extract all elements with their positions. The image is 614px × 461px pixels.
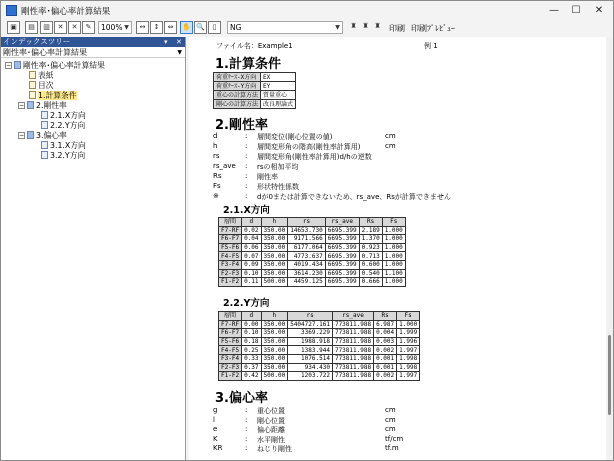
definition-unit: cm [385, 132, 396, 140]
column-header: h [261, 218, 288, 227]
definition-sym: h [213, 142, 218, 150]
definition-sep: : [245, 142, 248, 150]
table-row [219, 235, 406, 244]
fit-width-icon[interactable]: ↔ [136, 21, 149, 34]
table-cell: 6177.064 [288, 243, 326, 252]
definition-sym: g [213, 406, 218, 414]
table-cell: 350.00 [261, 269, 288, 278]
tree-node-label: 剛性率･偏心率計算結果 [23, 61, 105, 70]
table-cell: 0.02 [242, 226, 261, 235]
table-cell: 6695.399 [325, 252, 359, 261]
fit-page-icon[interactable]: ⇔ [164, 21, 177, 34]
table-cell: 4019.434 [288, 260, 326, 269]
story-label: F6-F7 [219, 329, 242, 338]
tree-node-conditions[interactable] [29, 91, 77, 101]
table-cell: 0.002 [374, 372, 397, 381]
tree-selector[interactable] [1, 47, 185, 58]
tree-node-label: 3.偏心率 [36, 131, 67, 140]
table-row [219, 252, 406, 261]
book-icon [27, 131, 34, 139]
tree-node-cover[interactable] [29, 71, 54, 81]
definition-desc: 剛心位置 [257, 416, 285, 425]
hand-tool-icon[interactable]: ✋ [180, 21, 193, 34]
cond-key: 荷重ｹｰｽ-X方向 [214, 73, 261, 82]
export-excel2-icon[interactable]: ✕ [68, 21, 81, 34]
table-cell: 1988.918 [288, 337, 333, 346]
definition-sep: : [245, 132, 248, 140]
column-header: rs_ave [332, 312, 373, 321]
vertical-scrollbar[interactable] [607, 37, 613, 460]
page-icon [29, 71, 36, 79]
cond-value: 質量重心 [261, 91, 296, 100]
fit-height-icon[interactable]: ↕ [150, 21, 163, 34]
table-cell: 773811.988 [332, 354, 373, 363]
table-row [214, 91, 296, 100]
save-icon[interactable]: ▤ [25, 21, 38, 34]
table-row [219, 337, 420, 346]
column-header: rs [288, 312, 333, 321]
table-cell: 350.00 [261, 252, 288, 261]
table-cell: 5404727.161 [288, 320, 333, 329]
table-cell: 350.00 [261, 226, 288, 235]
column-header: h [261, 312, 288, 321]
section-title-stiffness: 2.剛性率 [215, 118, 268, 133]
table-row [219, 269, 406, 278]
cond-key: 荷重ｹｰｽ-Y方向 [214, 82, 261, 91]
definition-desc: 層間変形角(剛性率計算用)d/hの逆数 [257, 153, 372, 161]
column-header: Fs [397, 312, 420, 321]
story-label: F5-F6 [219, 243, 242, 252]
page-icon [41, 141, 48, 149]
export-icon[interactable]: ▥ [40, 21, 53, 34]
story-label: F3-F4 [219, 354, 242, 363]
column-header: Fs [382, 218, 405, 227]
collapse-icon[interactable]: − [19, 132, 25, 139]
example-label: 例 1 [424, 42, 438, 50]
story-label: F7-RF [219, 226, 242, 235]
table-cell: 1.100 [382, 269, 405, 278]
table-cell: 0.04 [242, 235, 261, 244]
definition-unit: cm [385, 142, 396, 150]
definition-sym: ※ [213, 192, 219, 200]
definition-desc: 剛性率 [257, 173, 278, 181]
definition-sep: : [245, 406, 248, 414]
definition-sep: : [245, 434, 248, 443]
minimize-button[interactable]: — [549, 5, 559, 16]
table-cell: 1.000 [382, 278, 405, 287]
tree-node-stiffness[interactable] [18, 101, 67, 111]
definition-desc: 重心位置 [257, 407, 285, 415]
table-cell: 350.00 [261, 329, 288, 338]
chevron-down-icon: ▼ [335, 24, 340, 31]
definition-sep: : [245, 172, 248, 180]
story-label: F2-F3 [219, 363, 242, 372]
table-cell: 0.10 [242, 329, 261, 338]
definition-unit: cm [385, 425, 396, 433]
definition-sym: Fs [213, 182, 221, 190]
table-row [219, 346, 420, 355]
column-header: Rs [374, 312, 397, 321]
table-cell: 500.00 [261, 372, 288, 381]
column-header: 層間 [219, 312, 242, 321]
definition-desc: 層間変形角の階高(剛性率計算用) [257, 143, 361, 151]
tree-node-label: 1.計算条件 [38, 91, 77, 100]
definition-unit: tf/cm [385, 434, 404, 443]
definition-sym: rs_ave [213, 162, 236, 170]
definition-sym: Rs [213, 172, 222, 180]
table-cell: 1.997 [397, 346, 420, 355]
table-cell: 0.18 [242, 337, 261, 346]
definition-sep: : [245, 425, 248, 433]
cond-value: 改良理論式 [261, 100, 296, 109]
story-label: F4-F5 [219, 252, 242, 261]
index-tree-panel [1, 37, 186, 460]
window-title: 剛性率･偏心率計算結果 [21, 7, 111, 17]
table-header-row [219, 312, 420, 321]
cond-key: 重心の計算方法 [214, 91, 261, 100]
page-icon [41, 121, 48, 129]
definition-sym: d [213, 132, 218, 140]
chevron-down-icon: ▼ [177, 49, 182, 56]
open-icon[interactable]: ▣ [7, 21, 20, 34]
book-icon [27, 101, 34, 109]
definition-sym: K [213, 434, 218, 443]
definition-desc: ねじり剛性 [257, 445, 292, 453]
definition-desc: 偏心距離 [257, 426, 285, 434]
story-label: F1-F2 [219, 278, 242, 287]
page-icon [29, 91, 36, 99]
table-cell: 6.987 [374, 320, 397, 329]
definition-sym: KR [213, 444, 223, 452]
scrollbar-thumb[interactable] [608, 335, 611, 415]
table-cell: 350.00 [261, 346, 288, 355]
column-header: rs_ave [325, 218, 359, 227]
table-cell: 3614.230 [288, 269, 326, 278]
filter-select[interactable] [227, 21, 343, 34]
table-cell: 6695.399 [325, 243, 359, 252]
table-cell: 1.370 [359, 235, 382, 244]
table-cell: 1.998 [397, 363, 420, 372]
table-row [219, 226, 406, 235]
index-tree-header [1, 37, 185, 47]
zoom-value: 100% [101, 23, 123, 32]
tree-node-label: 目次 [38, 81, 54, 90]
tree-node-label: 2.1.X方向 [50, 111, 86, 120]
section-title-conditions: 1.計算条件 [215, 57, 281, 72]
cond-value: EX [261, 73, 296, 82]
table-row [219, 372, 420, 381]
table-cell: 6695.399 [325, 260, 359, 269]
print-button[interactable]: 印刷 [389, 24, 405, 33]
story-label: F2-F3 [219, 269, 242, 278]
tree-node-label: 3.2.Y方向 [50, 151, 86, 160]
table-cell: 350.00 [261, 337, 288, 346]
close-icon[interactable]: ✕ [176, 38, 182, 46]
table-cell: 350.00 [261, 320, 288, 329]
column-header: 層間 [219, 218, 242, 227]
table-cell: 773811.988 [332, 329, 373, 338]
table-cell: 6695.399 [325, 278, 359, 287]
stiffness-table-x [218, 217, 406, 287]
table-cell: 0.003 [374, 337, 397, 346]
find-icon[interactable]: ♜ [350, 22, 357, 30]
definition-sep: : [245, 444, 248, 452]
table-cell: 1.000 [397, 320, 420, 329]
definition-desc: 形状特性係数 [257, 183, 299, 191]
tree-node-label: 2.剛性率 [36, 101, 67, 110]
table-cell: 0.09 [242, 260, 261, 269]
definition-desc: dが0または計算できないため、rs_ave、Rsが計算できません [257, 193, 451, 201]
table-cell: 14653.730 [288, 226, 326, 235]
table-cell: 1.996 [397, 337, 420, 346]
book-icon [14, 61, 21, 69]
table-cell: 6695.399 [325, 269, 359, 278]
table-row [219, 278, 406, 287]
table-cell: 350.00 [261, 363, 288, 372]
table-cell: 0.004 [374, 329, 397, 338]
table-row [219, 363, 420, 372]
story-label: F1-F2 [219, 372, 242, 381]
tree-node-eccentricity-x[interactable] [41, 141, 86, 151]
column-header: d [242, 312, 261, 321]
table-row [214, 82, 296, 91]
table-cell: 1076.514 [288, 354, 333, 363]
table-cell: 0.11 [242, 278, 261, 287]
table-cell: 0.10 [242, 269, 261, 278]
story-label: F4-F5 [219, 346, 242, 355]
tree-node-toc[interactable] [29, 81, 54, 91]
table-cell: 4773.637 [288, 252, 326, 261]
story-label: F3-F4 [219, 260, 242, 269]
collapse-icon[interactable]: − [19, 102, 25, 109]
collapse-icon[interactable]: − [6, 62, 12, 69]
table-cell: 0.00 [242, 320, 261, 329]
find-next-icon[interactable]: ♜ [374, 22, 381, 30]
table-cell: 773811.988 [332, 337, 373, 346]
page-icon[interactable]: ▯ [208, 21, 221, 34]
column-header: Rs [359, 218, 382, 227]
report-page [189, 37, 606, 460]
file-name: ファイル名：Example1 [216, 42, 293, 50]
subsection-title-y: 2.2.Y方向 [223, 298, 270, 309]
filter-value: NG [230, 23, 242, 32]
table-row [214, 73, 296, 82]
zoom-tool-icon[interactable]: 🔍 [194, 21, 207, 34]
tree-node-eccentricity[interactable] [18, 131, 67, 141]
definition-desc: 水平剛性 [257, 435, 285, 444]
title-bar [1, 1, 613, 20]
table-cell: 1.998 [397, 354, 420, 363]
table-cell: 0.666 [359, 278, 382, 287]
conditions-table [213, 72, 296, 109]
section-title-eccentricity: 3.偏心率 [215, 391, 268, 406]
tree-node-eccentricity-y[interactable] [41, 151, 85, 161]
table-cell: 0.540 [359, 269, 382, 278]
table-cell: 350.00 [261, 260, 288, 269]
tree-node-label: 表紙 [38, 71, 54, 80]
table-cell: 350.00 [261, 354, 288, 363]
column-header: d [242, 218, 261, 227]
table-cell: 934.430 [288, 363, 333, 372]
table-cell: 350.00 [261, 243, 288, 252]
table-cell: 6695.399 [325, 226, 359, 235]
table-cell: 773811.988 [332, 346, 373, 355]
maximize-button[interactable]: ☐ [571, 5, 581, 16]
table-cell: 1203.722 [288, 372, 333, 381]
table-cell: 0.37 [242, 363, 261, 372]
story-label: F6-F7 [219, 235, 242, 244]
table-cell: 9171.566 [288, 235, 326, 244]
table-cell: 0.06 [242, 243, 261, 252]
table-cell: 0.42 [242, 372, 261, 381]
definition-unit: cm [385, 406, 396, 414]
zoom-select[interactable] [98, 21, 132, 34]
table-row [214, 100, 296, 109]
table-cell: 0.001 [374, 363, 397, 372]
definition-sep: : [245, 162, 248, 170]
tree-selector-value: 剛性率･偏心率計算結果 [3, 48, 87, 57]
definition-desc: 層間変位(剛心位置の値) [257, 133, 333, 141]
definition-sym: rs [213, 152, 220, 160]
print-preview-button[interactable]: 印刷ﾌﾟﾚﾋﾞｭｰ [411, 24, 455, 33]
tree-node-label: 3.1.X方向 [50, 141, 86, 150]
index-tree-title: インデックスツリー [3, 37, 71, 46]
export-excel-icon[interactable]: ✕ [54, 21, 67, 34]
table-cell: 4459.125 [288, 278, 326, 287]
table-cell: 773811.988 [332, 363, 373, 372]
definition-sep: : [245, 182, 248, 190]
table-cell: 0.600 [359, 260, 382, 269]
tree-node-stiffness-x[interactable] [41, 111, 86, 121]
tree-node-stiffness-y[interactable] [41, 121, 85, 131]
table-cell: 0.923 [359, 243, 382, 252]
table-cell: 500.00 [261, 278, 288, 287]
definition-unit: tf.m [385, 444, 399, 452]
cond-key: 剛心の計算方法 [214, 100, 261, 109]
app-icon [6, 5, 17, 16]
table-cell: 0.33 [242, 354, 261, 363]
table-cell: 1.000 [382, 235, 405, 244]
pin-icon[interactable]: ▾ [164, 38, 168, 46]
table-cell: 773811.988 [332, 372, 373, 381]
table-header-row [219, 218, 406, 227]
story-label: F5-F6 [219, 337, 242, 346]
close-button[interactable]: ✕ [594, 5, 604, 16]
page-icon [41, 151, 48, 159]
table-cell: 6695.399 [325, 235, 359, 244]
tree-node-root[interactable] [5, 61, 105, 71]
story-label: F7-RF [219, 320, 242, 329]
table-cell: 1.000 [382, 226, 405, 235]
definition-sep: : [245, 192, 248, 200]
definition-sep: : [245, 415, 248, 424]
tree-node-label: 2.2.Y方向 [50, 121, 86, 130]
table-cell: 773811.988 [332, 320, 373, 329]
toolbar [1, 20, 613, 36]
clip-icon[interactable]: ✎ [82, 21, 95, 34]
table-cell: 0.001 [374, 354, 397, 363]
definition-sep: : [245, 152, 248, 160]
find-prev-icon[interactable]: ♜ [362, 22, 369, 30]
definition-desc: rsの相加平均 [257, 163, 299, 171]
table-cell: 0.25 [242, 346, 261, 355]
table-cell: 0.002 [374, 346, 397, 355]
table-cell: 3369.229 [288, 329, 333, 338]
table-row [219, 320, 420, 329]
table-cell: 2.189 [359, 226, 382, 235]
table-row [219, 354, 420, 363]
column-header: rs [288, 218, 326, 227]
definition-sym: e [213, 425, 218, 433]
table-cell: 1.000 [382, 260, 405, 269]
table-cell: 1.000 [382, 252, 405, 261]
table-row [219, 243, 406, 252]
page-icon [29, 81, 36, 89]
page-icon [41, 111, 48, 119]
table-cell: 1.000 [382, 243, 405, 252]
table-cell: 350.00 [261, 235, 288, 244]
table-cell: 1.997 [397, 372, 420, 381]
subsection-title-x: 2.1.X方向 [223, 205, 270, 216]
definition-unit: cm [385, 415, 396, 424]
table-row [219, 329, 420, 338]
table-cell: 1383.944 [288, 346, 333, 355]
table-cell: 0.713 [359, 252, 382, 261]
chevron-down-icon: ▼ [124, 24, 129, 31]
cond-value: EY [261, 82, 296, 91]
stiffness-table-y [218, 311, 420, 381]
table-cell: 1.999 [397, 329, 420, 338]
definition-sym: l [213, 415, 215, 424]
table-cell: 0.07 [242, 252, 261, 261]
table-row [219, 260, 406, 269]
